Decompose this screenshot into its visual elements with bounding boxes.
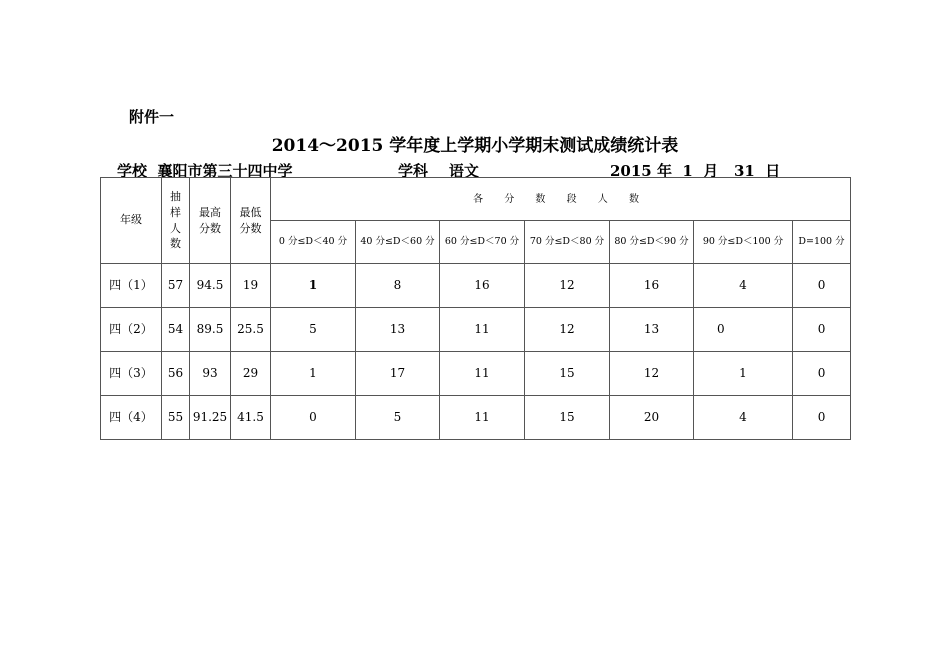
cell-band: 17 bbox=[356, 352, 440, 396]
school-value: 襄阳市第三十四中学 bbox=[157, 162, 293, 180]
cell-band: 12 bbox=[610, 352, 694, 396]
header-range: 70 分≤D＜80 分 bbox=[525, 221, 610, 264]
cell-band: 13 bbox=[610, 308, 694, 352]
header-max-score: 最高 分数 bbox=[190, 178, 231, 264]
header-range: 60 分≤D＜70 分 bbox=[440, 221, 525, 264]
cell-band: 0 bbox=[694, 308, 793, 352]
cell-max: 94.5 bbox=[190, 264, 231, 308]
cell-band: 1 bbox=[271, 264, 356, 308]
score-table bbox=[100, 177, 851, 440]
date-field: 2015 年 1 月 31 日 bbox=[610, 162, 781, 180]
cell-min: 19 bbox=[231, 264, 271, 308]
cell-band: 15 bbox=[525, 396, 610, 440]
header-range: 90 分≤D＜100 分 bbox=[694, 221, 793, 264]
subject-label: 学科 bbox=[398, 162, 429, 180]
header-range: 80 分≤D＜90 分 bbox=[610, 221, 694, 264]
cell-band: 4 bbox=[694, 396, 793, 440]
cell-count: 56 bbox=[162, 352, 190, 396]
cell-band: 0 bbox=[271, 396, 356, 440]
cell-band: 5 bbox=[356, 396, 440, 440]
cell-grade: 四（1） bbox=[101, 264, 162, 308]
cell-grade: 四（3） bbox=[101, 352, 162, 396]
cell-grade: 四（2） bbox=[101, 308, 162, 352]
cell-band: 5 bbox=[271, 308, 356, 352]
header-sample-count: 抽 样 人 数 bbox=[162, 178, 190, 264]
cell-max: 93 bbox=[190, 352, 231, 396]
cell-grade: 四（4） bbox=[101, 396, 162, 440]
header-range: 0 分≤D＜40 分 bbox=[271, 221, 356, 264]
cell-band: 8 bbox=[356, 264, 440, 308]
cell-band: 0 bbox=[793, 308, 851, 352]
cell-max: 89.5 bbox=[190, 308, 231, 352]
page-title: 2014～2015 学年度上学期小学期末测试成绩统计表 bbox=[271, 136, 679, 156]
cell-band: 16 bbox=[440, 264, 525, 308]
cell-min: 41.5 bbox=[231, 396, 271, 440]
cell-band: 0 bbox=[793, 264, 851, 308]
cell-band: 12 bbox=[525, 308, 610, 352]
attachment-label: 附件一 bbox=[129, 108, 175, 126]
cell-max: 91.25 bbox=[190, 396, 231, 440]
cell-band: 1 bbox=[271, 352, 356, 396]
school-label: 学校 bbox=[117, 162, 148, 180]
header-range: 40 分≤D＜60 分 bbox=[356, 221, 440, 264]
cell-band: 4 bbox=[694, 264, 793, 308]
cell-band: 0 bbox=[793, 352, 851, 396]
header-grade: 年级 bbox=[101, 178, 162, 264]
header-range: D=100 分 bbox=[793, 221, 851, 264]
cell-band: 20 bbox=[610, 396, 694, 440]
subject-value: 语文 bbox=[448, 162, 479, 180]
cell-count: 54 bbox=[162, 308, 190, 352]
table-row bbox=[101, 396, 851, 440]
header-score-bands: 各 分 数 段 人 数 bbox=[271, 178, 851, 221]
header-min-score: 最低 分数 bbox=[231, 178, 271, 264]
cell-band: 15 bbox=[525, 352, 610, 396]
cell-band: 12 bbox=[525, 264, 610, 308]
cell-band: 16 bbox=[610, 264, 694, 308]
cell-band: 11 bbox=[440, 308, 525, 352]
cell-min: 29 bbox=[231, 352, 271, 396]
cell-band: 1 bbox=[694, 352, 793, 396]
table-row bbox=[101, 308, 851, 352]
cell-band: 0 bbox=[793, 396, 851, 440]
cell-min: 25.5 bbox=[231, 308, 271, 352]
table-row bbox=[101, 352, 851, 396]
cell-band: 11 bbox=[440, 352, 525, 396]
cell-band: 13 bbox=[356, 308, 440, 352]
cell-band: 11 bbox=[440, 396, 525, 440]
cell-count: 55 bbox=[162, 396, 190, 440]
cell-count: 57 bbox=[162, 264, 190, 308]
table-row bbox=[101, 264, 851, 308]
